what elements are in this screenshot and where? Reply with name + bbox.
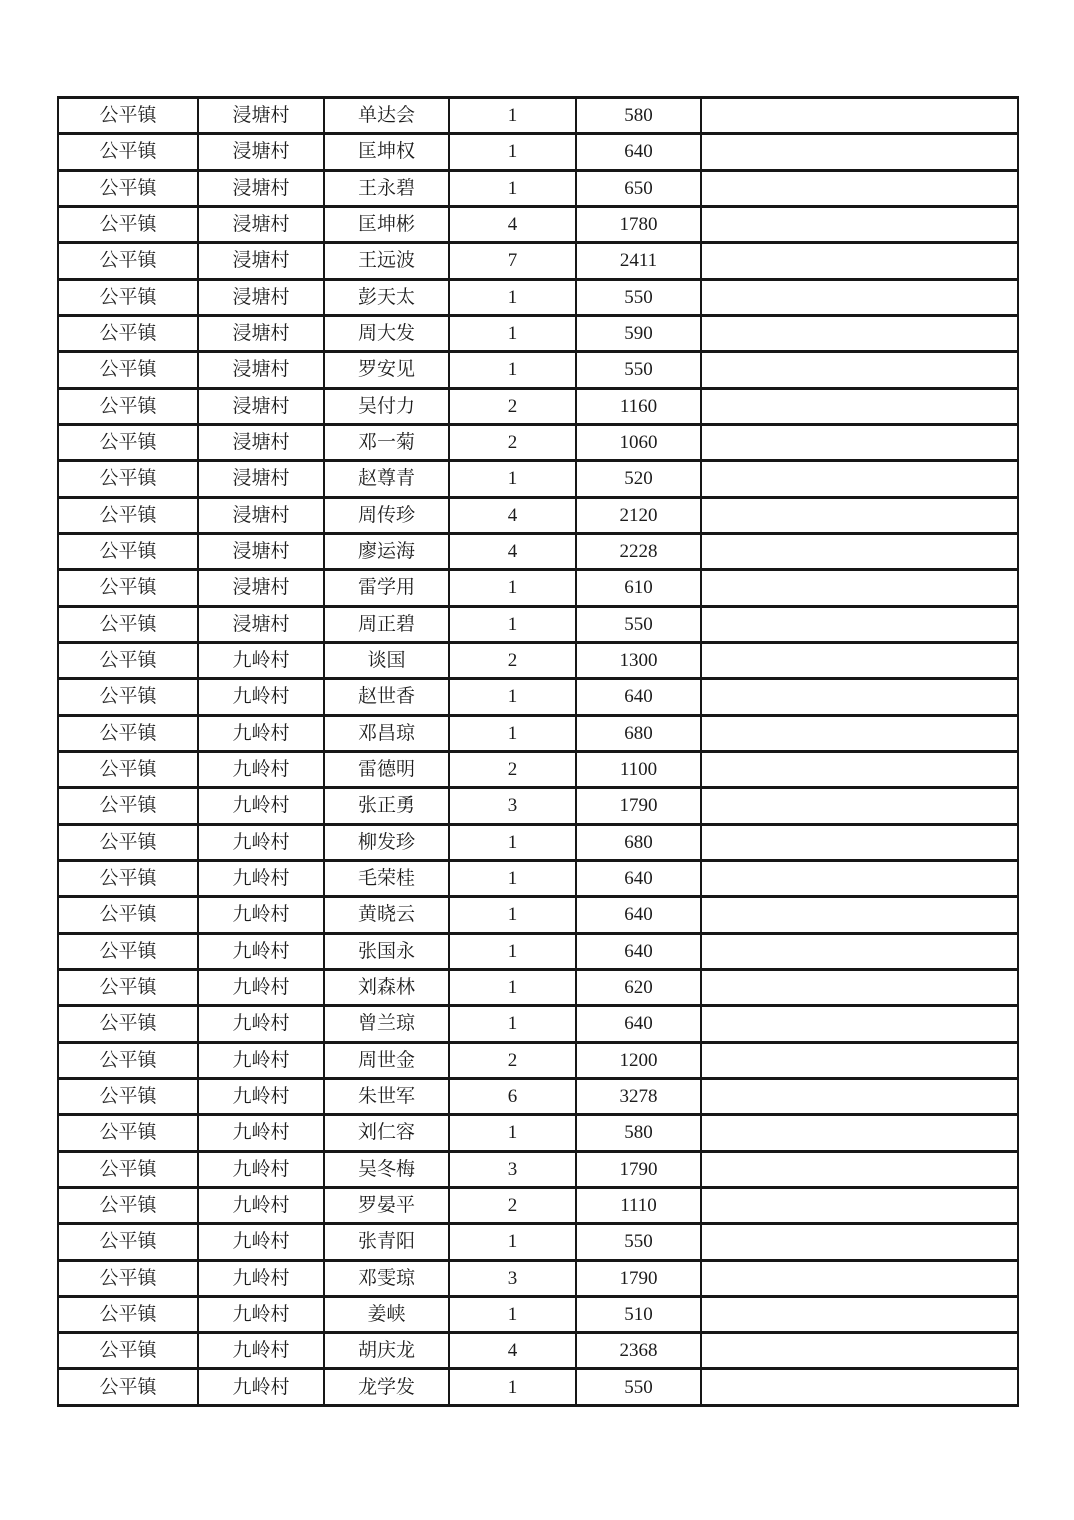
cell-village: 浸塘村 — [198, 352, 324, 388]
cell-note — [701, 1151, 1018, 1187]
cell-count: 1 — [449, 933, 576, 969]
cell-note — [701, 570, 1018, 606]
cell-town: 公平镇 — [58, 642, 198, 678]
table-row — [58, 1224, 1018, 1260]
cell-count: 4 — [449, 533, 576, 569]
cell-amount: 1100 — [576, 751, 701, 787]
cell-village: 九岭村 — [198, 1042, 324, 1078]
cell-person-name: 周世金 — [324, 1042, 449, 1078]
cell-person-name: 周传珍 — [324, 497, 449, 533]
cell-village: 九岭村 — [198, 1333, 324, 1369]
cell-town: 公平镇 — [58, 170, 198, 206]
cell-amount: 640 — [576, 897, 701, 933]
cell-person-name: 罗晏平 — [324, 1187, 449, 1223]
cell-village: 浸塘村 — [198, 570, 324, 606]
cell-amount: 2120 — [576, 497, 701, 533]
cell-village: 九岭村 — [198, 824, 324, 860]
cell-amount: 680 — [576, 824, 701, 860]
cell-village: 浸塘村 — [198, 206, 324, 242]
table-row — [58, 788, 1018, 824]
cell-town: 公平镇 — [58, 715, 198, 751]
table-row — [58, 1333, 1018, 1369]
cell-note — [701, 1333, 1018, 1369]
table-row — [58, 679, 1018, 715]
cell-amount: 590 — [576, 315, 701, 351]
cell-town: 公平镇 — [58, 933, 198, 969]
table-row — [58, 860, 1018, 896]
table-row — [58, 606, 1018, 642]
cell-note — [701, 897, 1018, 933]
cell-town: 公平镇 — [58, 206, 198, 242]
cell-note — [701, 679, 1018, 715]
cell-person-name: 王永碧 — [324, 170, 449, 206]
cell-village: 九岭村 — [198, 751, 324, 787]
cell-count: 1 — [449, 461, 576, 497]
cell-amount: 640 — [576, 1006, 701, 1042]
cell-village: 九岭村 — [198, 1151, 324, 1187]
cell-note — [701, 969, 1018, 1005]
cell-town: 公平镇 — [58, 1260, 198, 1296]
cell-person-name: 刘森林 — [324, 969, 449, 1005]
table-row — [58, 933, 1018, 969]
cell-village: 浸塘村 — [198, 98, 324, 134]
table-row — [58, 751, 1018, 787]
cell-village: 九岭村 — [198, 1115, 324, 1151]
cell-note — [701, 642, 1018, 678]
cell-count: 4 — [449, 497, 576, 533]
cell-note — [701, 1369, 1018, 1406]
cell-count: 1 — [449, 98, 576, 134]
cell-count: 6 — [449, 1078, 576, 1114]
cell-note — [701, 461, 1018, 497]
cell-count: 1 — [449, 860, 576, 896]
cell-count: 1 — [449, 1224, 576, 1260]
cell-count: 1 — [449, 170, 576, 206]
table-row — [58, 1369, 1018, 1406]
cell-count: 3 — [449, 788, 576, 824]
table-row — [58, 824, 1018, 860]
cell-person-name: 邓一菊 — [324, 424, 449, 460]
cell-count: 1 — [449, 969, 576, 1005]
cell-village: 九岭村 — [198, 1296, 324, 1332]
table-row — [58, 1042, 1018, 1078]
cell-person-name: 吴冬梅 — [324, 1151, 449, 1187]
table-row — [58, 1115, 1018, 1151]
cell-amount: 1790 — [576, 788, 701, 824]
cell-note — [701, 606, 1018, 642]
cell-amount: 1790 — [576, 1260, 701, 1296]
cell-town: 公平镇 — [58, 1296, 198, 1332]
cell-village: 浸塘村 — [198, 606, 324, 642]
cell-amount: 640 — [576, 860, 701, 896]
table-row — [58, 497, 1018, 533]
cell-count: 1 — [449, 1006, 576, 1042]
cell-amount: 510 — [576, 1296, 701, 1332]
cell-count: 2 — [449, 751, 576, 787]
cell-person-name: 朱世军 — [324, 1078, 449, 1114]
cell-amount: 550 — [576, 1224, 701, 1260]
cell-village: 九岭村 — [198, 1187, 324, 1223]
cell-town: 公平镇 — [58, 751, 198, 787]
cell-town: 公平镇 — [58, 969, 198, 1005]
cell-amount: 550 — [576, 279, 701, 315]
cell-note — [701, 533, 1018, 569]
cell-note — [701, 98, 1018, 134]
cell-note — [701, 388, 1018, 424]
table-row — [58, 897, 1018, 933]
table-row — [58, 170, 1018, 206]
cell-person-name: 邓雯琼 — [324, 1260, 449, 1296]
cell-town: 公平镇 — [58, 1224, 198, 1260]
cell-person-name: 张国永 — [324, 933, 449, 969]
table-row — [58, 134, 1018, 170]
cell-count: 1 — [449, 315, 576, 351]
cell-count: 1 — [449, 824, 576, 860]
cell-amount: 1160 — [576, 388, 701, 424]
table-row — [58, 243, 1018, 279]
table-row — [58, 1187, 1018, 1223]
cell-amount: 580 — [576, 1115, 701, 1151]
cell-person-name: 廖运海 — [324, 533, 449, 569]
cell-town: 公平镇 — [58, 533, 198, 569]
cell-note — [701, 206, 1018, 242]
table-row — [58, 388, 1018, 424]
cell-town: 公平镇 — [58, 497, 198, 533]
cell-person-name: 彭天太 — [324, 279, 449, 315]
cell-count: 1 — [449, 279, 576, 315]
cell-amount: 640 — [576, 134, 701, 170]
table-row — [58, 969, 1018, 1005]
cell-town: 公平镇 — [58, 134, 198, 170]
cell-note — [701, 1078, 1018, 1114]
cell-count: 1 — [449, 1296, 576, 1332]
cell-note — [701, 315, 1018, 351]
cell-town: 公平镇 — [58, 352, 198, 388]
cell-note — [701, 279, 1018, 315]
cell-amount: 1200 — [576, 1042, 701, 1078]
table-row — [58, 1296, 1018, 1332]
cell-village: 浸塘村 — [198, 170, 324, 206]
cell-amount: 1790 — [576, 1151, 701, 1187]
table-row — [58, 1260, 1018, 1296]
cell-person-name: 周正碧 — [324, 606, 449, 642]
cell-amount: 550 — [576, 606, 701, 642]
cell-amount: 520 — [576, 461, 701, 497]
cell-count: 1 — [449, 715, 576, 751]
cell-count: 4 — [449, 206, 576, 242]
cell-person-name: 曾兰琼 — [324, 1006, 449, 1042]
cell-town: 公平镇 — [58, 788, 198, 824]
cell-town: 公平镇 — [58, 860, 198, 896]
cell-town: 公平镇 — [58, 606, 198, 642]
cell-amount: 650 — [576, 170, 701, 206]
cell-person-name: 赵尊青 — [324, 461, 449, 497]
cell-village: 九岭村 — [198, 642, 324, 678]
cell-village: 浸塘村 — [198, 461, 324, 497]
cell-village: 九岭村 — [198, 860, 324, 896]
cell-note — [701, 497, 1018, 533]
cell-note — [701, 824, 1018, 860]
cell-count: 1 — [449, 134, 576, 170]
table-row — [58, 1078, 1018, 1114]
cell-person-name: 匡坤权 — [324, 134, 449, 170]
cell-person-name: 罗安见 — [324, 352, 449, 388]
cell-town: 公平镇 — [58, 315, 198, 351]
cell-person-name: 黄晓云 — [324, 897, 449, 933]
cell-village: 九岭村 — [198, 788, 324, 824]
cell-amount: 1780 — [576, 206, 701, 242]
cell-amount: 640 — [576, 679, 701, 715]
cell-note — [701, 1042, 1018, 1078]
cell-note — [701, 1224, 1018, 1260]
cell-person-name: 柳发珍 — [324, 824, 449, 860]
cell-amount: 1110 — [576, 1187, 701, 1223]
cell-count: 1 — [449, 1369, 576, 1406]
cell-count: 7 — [449, 243, 576, 279]
cell-person-name: 张青阳 — [324, 1224, 449, 1260]
cell-count: 2 — [449, 424, 576, 460]
cell-amount: 680 — [576, 715, 701, 751]
cell-amount: 2228 — [576, 533, 701, 569]
cell-note — [701, 352, 1018, 388]
cell-village: 九岭村 — [198, 969, 324, 1005]
cell-note — [701, 933, 1018, 969]
cell-village: 浸塘村 — [198, 388, 324, 424]
cell-note — [701, 243, 1018, 279]
cell-town: 公平镇 — [58, 679, 198, 715]
cell-note — [701, 751, 1018, 787]
table-body — [58, 98, 1018, 1406]
cell-town: 公平镇 — [58, 388, 198, 424]
cell-count: 3 — [449, 1260, 576, 1296]
cell-count: 2 — [449, 1187, 576, 1223]
table-row — [58, 1151, 1018, 1187]
table-row — [58, 715, 1018, 751]
cell-town: 公平镇 — [58, 461, 198, 497]
cell-person-name: 邓昌琼 — [324, 715, 449, 751]
cell-amount: 610 — [576, 570, 701, 606]
cell-village: 浸塘村 — [198, 315, 324, 351]
cell-count: 2 — [449, 642, 576, 678]
cell-note — [701, 1115, 1018, 1151]
cell-amount: 2368 — [576, 1333, 701, 1369]
cell-note — [701, 1006, 1018, 1042]
cell-town: 公平镇 — [58, 1333, 198, 1369]
cell-village: 九岭村 — [198, 679, 324, 715]
cell-amount: 3278 — [576, 1078, 701, 1114]
cell-note — [701, 788, 1018, 824]
cell-amount: 1300 — [576, 642, 701, 678]
cell-amount: 580 — [576, 98, 701, 134]
cell-count: 1 — [449, 1115, 576, 1151]
table-row — [58, 424, 1018, 460]
cell-count: 1 — [449, 352, 576, 388]
cell-amount: 640 — [576, 933, 701, 969]
cell-village: 九岭村 — [198, 933, 324, 969]
cell-person-name: 单达会 — [324, 98, 449, 134]
cell-town: 公平镇 — [58, 1078, 198, 1114]
cell-note — [701, 424, 1018, 460]
records-table — [57, 96, 1019, 1407]
cell-person-name: 王远波 — [324, 243, 449, 279]
cell-town: 公平镇 — [58, 98, 198, 134]
cell-village: 九岭村 — [198, 1224, 324, 1260]
cell-note — [701, 1187, 1018, 1223]
cell-town: 公平镇 — [58, 897, 198, 933]
cell-village: 九岭村 — [198, 1260, 324, 1296]
cell-town: 公平镇 — [58, 1042, 198, 1078]
cell-town: 公平镇 — [58, 824, 198, 860]
cell-village: 九岭村 — [198, 1369, 324, 1406]
table-row — [58, 461, 1018, 497]
table-row — [58, 570, 1018, 606]
cell-person-name: 雷学用 — [324, 570, 449, 606]
cell-person-name: 匡坤彬 — [324, 206, 449, 242]
cell-town: 公平镇 — [58, 1369, 198, 1406]
cell-person-name: 龙学发 — [324, 1369, 449, 1406]
table-row — [58, 98, 1018, 134]
cell-town: 公平镇 — [58, 1151, 198, 1187]
cell-amount: 550 — [576, 1369, 701, 1406]
cell-amount: 2411 — [576, 243, 701, 279]
cell-amount: 550 — [576, 352, 701, 388]
cell-count: 4 — [449, 1333, 576, 1369]
cell-village: 浸塘村 — [198, 279, 324, 315]
cell-count: 1 — [449, 679, 576, 715]
cell-person-name: 赵世香 — [324, 679, 449, 715]
table-row — [58, 533, 1018, 569]
cell-person-name: 张正勇 — [324, 788, 449, 824]
cell-person-name: 吴付力 — [324, 388, 449, 424]
table-row — [58, 1006, 1018, 1042]
cell-count: 1 — [449, 606, 576, 642]
cell-person-name: 刘仁容 — [324, 1115, 449, 1151]
cell-amount: 1060 — [576, 424, 701, 460]
cell-amount: 620 — [576, 969, 701, 1005]
cell-note — [701, 170, 1018, 206]
cell-village: 九岭村 — [198, 1006, 324, 1042]
cell-town: 公平镇 — [58, 570, 198, 606]
cell-count: 3 — [449, 1151, 576, 1187]
cell-village: 浸塘村 — [198, 424, 324, 460]
cell-town: 公平镇 — [58, 1006, 198, 1042]
table-row — [58, 642, 1018, 678]
cell-person-name: 周大发 — [324, 315, 449, 351]
cell-person-name: 谈国 — [324, 642, 449, 678]
cell-village: 浸塘村 — [198, 497, 324, 533]
cell-town: 公平镇 — [58, 243, 198, 279]
cell-count: 2 — [449, 388, 576, 424]
cell-count: 1 — [449, 570, 576, 606]
cell-count: 2 — [449, 1042, 576, 1078]
cell-village: 九岭村 — [198, 897, 324, 933]
cell-person-name: 雷德明 — [324, 751, 449, 787]
cell-village: 九岭村 — [198, 1078, 324, 1114]
table-row — [58, 352, 1018, 388]
cell-person-name: 姜峡 — [324, 1296, 449, 1332]
cell-village: 浸塘村 — [198, 243, 324, 279]
cell-village: 浸塘村 — [198, 533, 324, 569]
cell-note — [701, 1260, 1018, 1296]
cell-note — [701, 134, 1018, 170]
cell-person-name: 胡庆龙 — [324, 1333, 449, 1369]
cell-town: 公平镇 — [58, 424, 198, 460]
cell-town: 公平镇 — [58, 1115, 198, 1151]
cell-person-name: 毛荣桂 — [324, 860, 449, 896]
cell-count: 1 — [449, 897, 576, 933]
cell-village: 九岭村 — [198, 715, 324, 751]
cell-village: 浸塘村 — [198, 134, 324, 170]
table-row — [58, 206, 1018, 242]
cell-town: 公平镇 — [58, 279, 198, 315]
table-row — [58, 315, 1018, 351]
cell-note — [701, 860, 1018, 896]
cell-town: 公平镇 — [58, 1187, 198, 1223]
cell-note — [701, 1296, 1018, 1332]
table-row — [58, 279, 1018, 315]
cell-note — [701, 715, 1018, 751]
